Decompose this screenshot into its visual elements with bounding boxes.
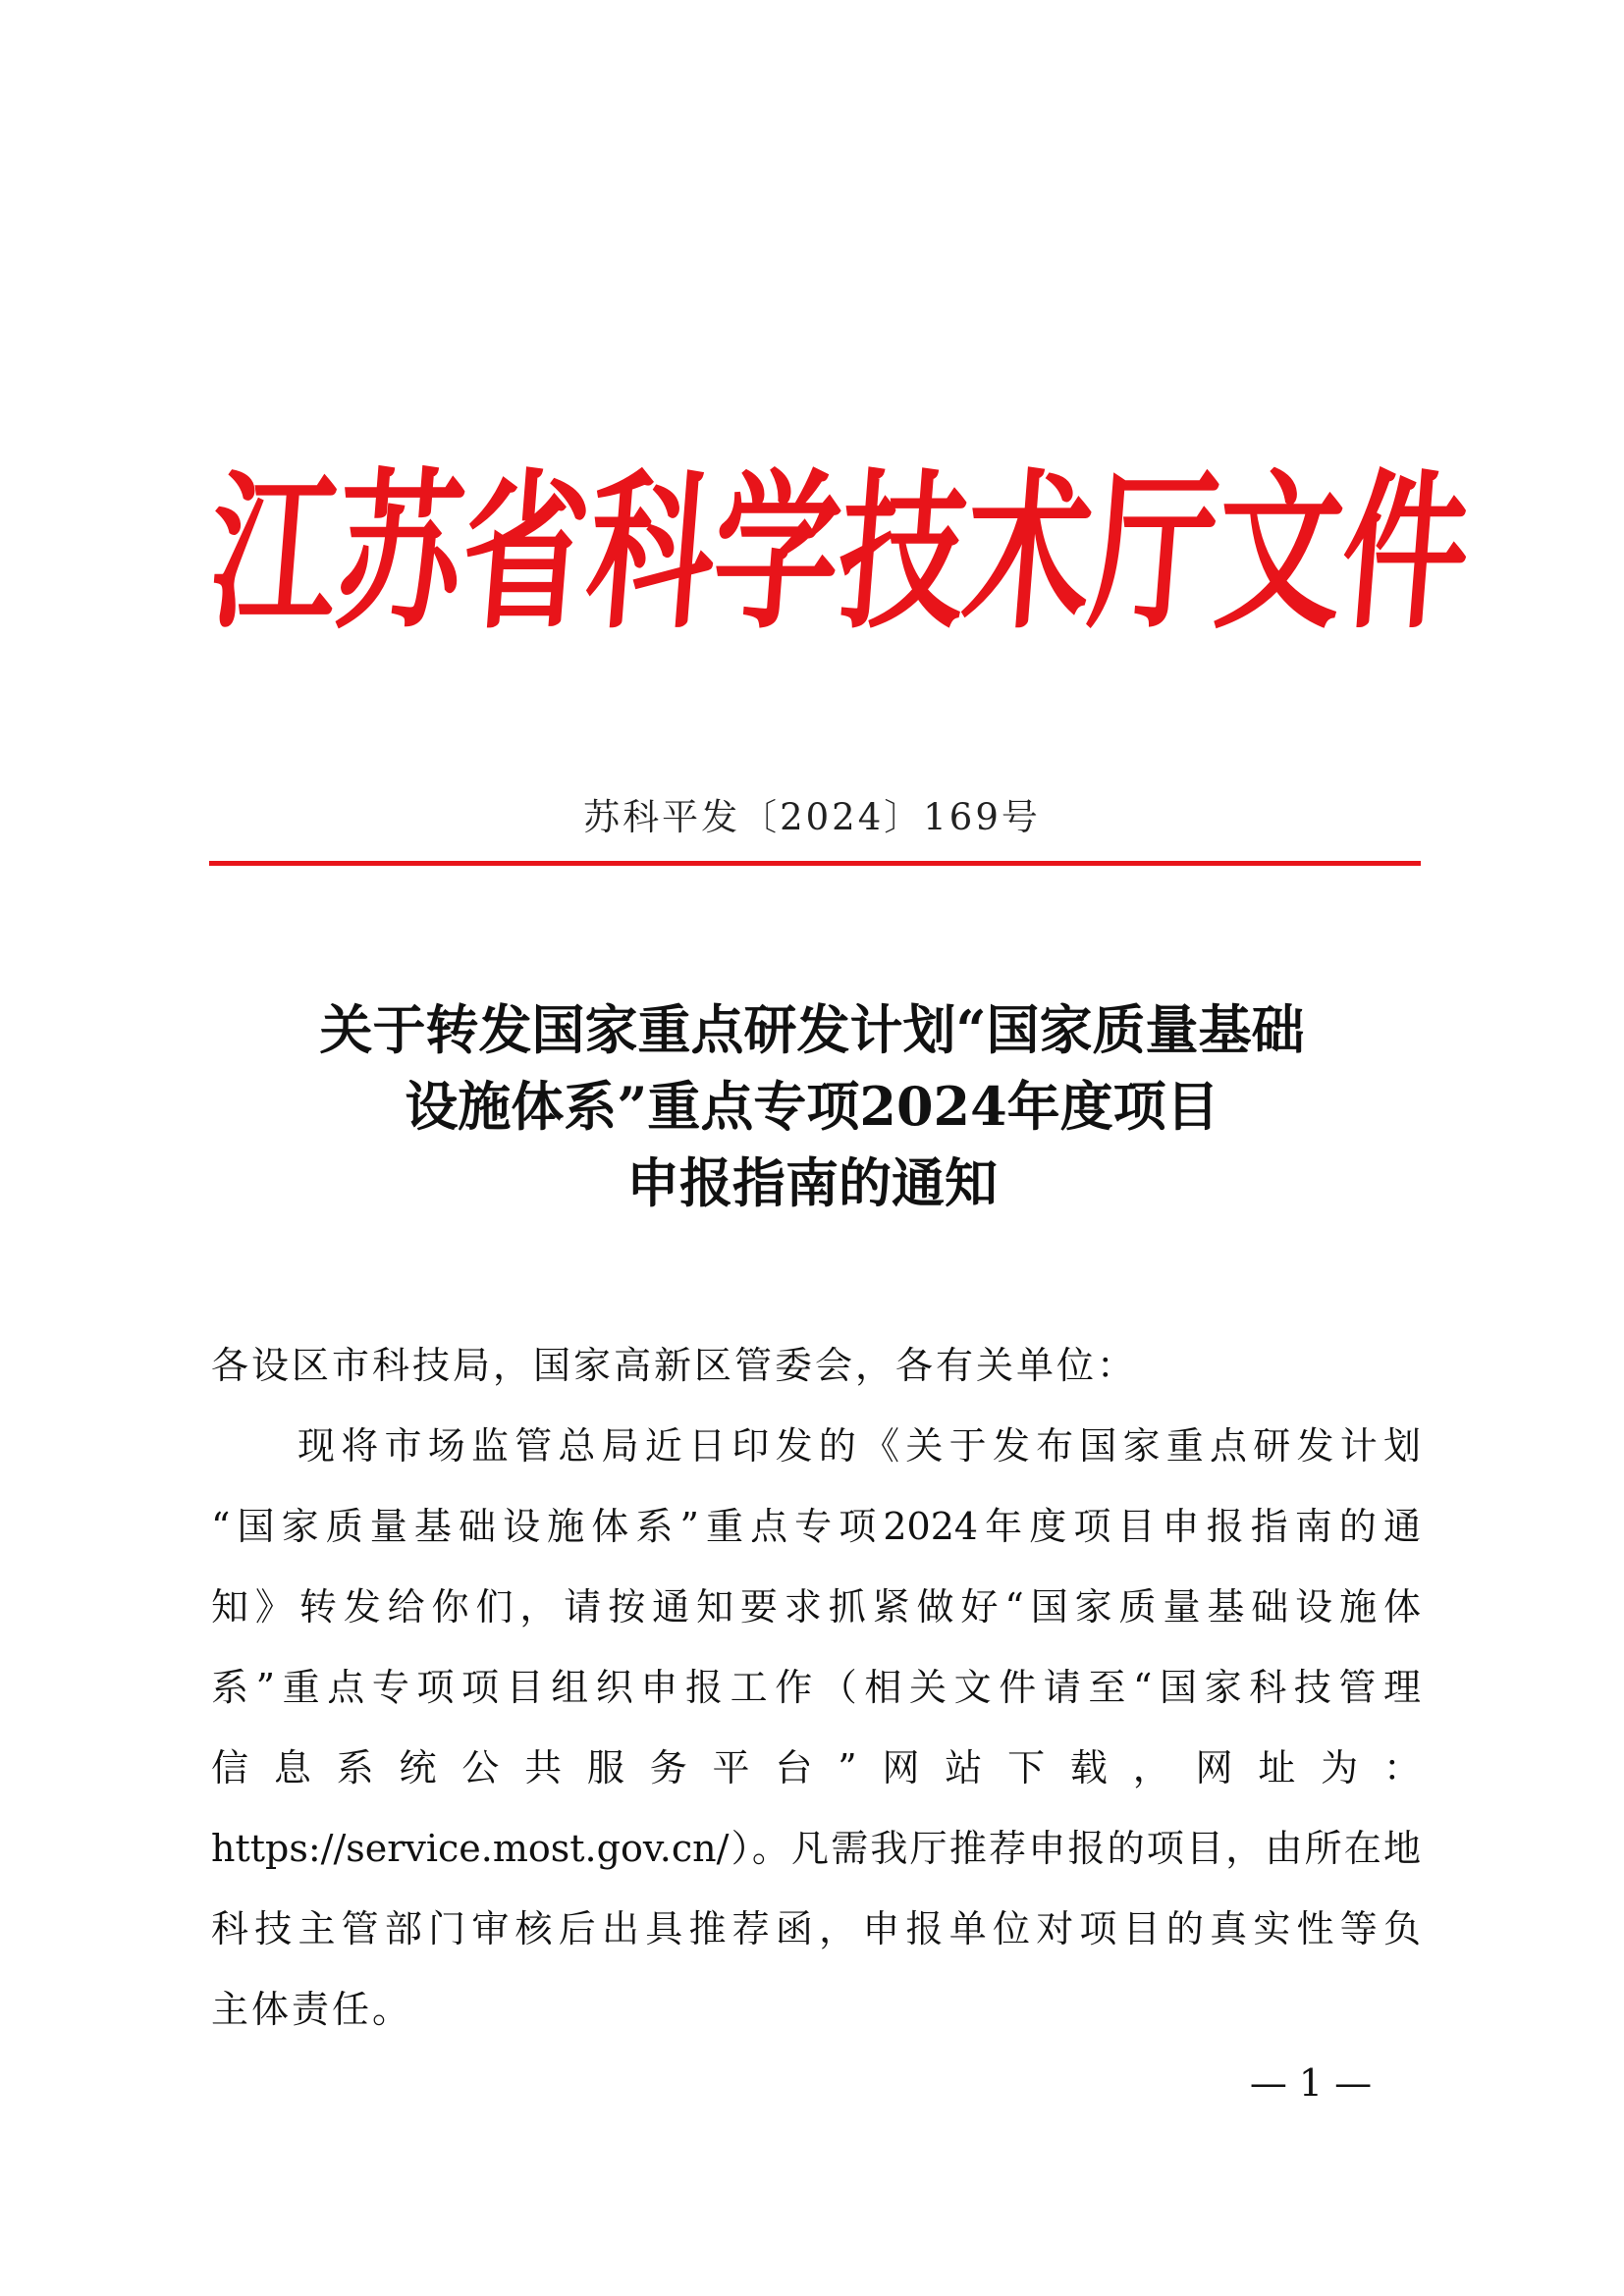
masthead-char: 省: [455, 454, 596, 653]
masthead-char: 江: [203, 454, 345, 653]
masthead-title: [200, 422, 1477, 687]
page-number: — 1 —: [1249, 2061, 1373, 2105]
notice-title-line: 申报指南的通知: [626, 1151, 998, 1214]
masthead-char: 科: [580, 454, 722, 653]
paragraph-line: 主体责任。: [211, 1988, 413, 2031]
paragraph-line: 系”重点专项项目组织申报工作（相关文件请至“国家科技管理: [211, 1666, 1421, 1709]
red-divider-line: [209, 861, 1421, 866]
paragraph-line: 科技主管部门审核后出具推荐函，申报单位对项目的真实性等负: [211, 1907, 1421, 1950]
masthead-char: 学: [706, 454, 847, 653]
notice-title: [196, 991, 1428, 1221]
paragraph-line-url: https://service.most.gov.cn/）。凡需我厅推荐申报的项目，由所在地: [211, 1827, 1421, 1870]
salutation: 各设区市科技局，国家高新区管委会，各有关单位：: [211, 1344, 1138, 1387]
notice-body: [211, 1325, 1421, 2050]
masthead-char: 文: [1209, 454, 1351, 653]
paragraph-line: 现将市场监管总局近日印发的《关于发布国家重点研发计划: [298, 1424, 1421, 1468]
notice-title-line: 关于转发国家重点研发计划“国家质量基础: [319, 998, 1305, 1061]
document-number: 苏科平发〔2024〕169号: [583, 796, 1041, 838]
paragraph-line: 知》转发给你们，请按通知要求抓紧做好“国家质量基础设施体: [211, 1585, 1421, 1629]
masthead-char: 技: [832, 454, 973, 653]
masthead-char: 术: [957, 454, 1099, 653]
masthead-char: 厅: [1083, 454, 1225, 653]
masthead-char: 苏: [329, 454, 470, 653]
paragraph-line: 信息系统公共服务平台”网站下载，网址为：: [211, 1746, 1421, 1789]
paragraph-line: “国家质量基础设施体系”重点专项2024年度项目申报指南的通: [211, 1505, 1421, 1548]
body-paragraph: [211, 1406, 1421, 2050]
notice-title-line: 设施体系”重点专项2024年度项目: [405, 1075, 1219, 1138]
masthead-char: 件: [1334, 454, 1477, 653]
